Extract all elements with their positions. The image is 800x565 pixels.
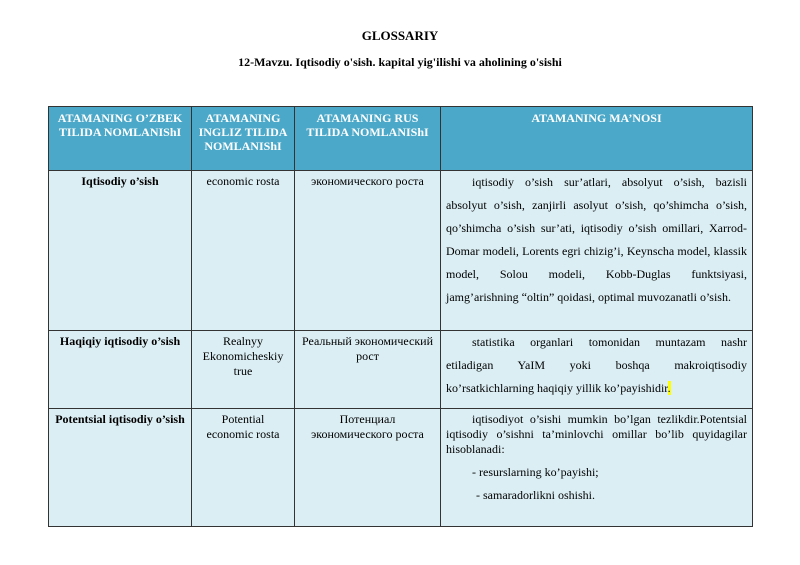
term-english: Potential economic rosta [192,409,295,527]
list-item: - samaradorlikni oshishi. [476,488,595,502]
meaning-text: iqtisodiy o’sish sur’atlari, absolyut o’sish, bazisli absolyut o’sish, zanjirli asolyut o’sish, qo’shimcha o’sish, qo’shimcha o’sish sur’ati, iqtisodiy o’sish omillari, Xarrod-Domar modeli, Lorents egri chizig’i, Keynscha model, klassik model, Solou modeli, Kobb-Duglas funktsiyasi, jamg’arishning “oltin” qoidasi, optimal muvozanatli o’sish. [446,175,747,304]
term-english: economic rosta [192,171,295,331]
term-meaning [441,171,753,331]
term-english: Realnyy Ekonomicheskiy true [192,331,295,409]
term-uzbek: Haqiqiy iqtisodiy o’sish [49,331,192,409]
highlighted-period: . [667,381,671,395]
meaning-text: statistika organlari tomonidan muntazam nashr etiladigan YaIM yoki boshqa makroiqtisodiy ko’rsatkichlarning haqiqiy yillik ko’payishidir [446,335,747,395]
meaning-text: iqtisodiyot o’sishi mumkin bo’lgan tezlikdir.Potentsial iqtisodiy o’sishni ta’minlovchi omillar bo’lib quyidagilar hisoblanadi: [446,412,747,456]
meaning-text-wrap [446,331,747,400]
term-meaning [441,331,753,409]
header-meaning: ATAMANING MA’NOSI [441,107,753,171]
term-russian: Реальный экономический рост [295,331,441,409]
document-subtitle: 12-Mavzu. Iqtisodiy o'sish. kapital yig'ilishi va aholining o'sishi [238,55,562,69]
table-row [49,409,753,527]
table-row [49,171,753,331]
term-meaning [441,409,753,527]
header-uzbek-name: ATAMANING O’ZBEK TILIDA NOMLANIShI [49,107,192,171]
list-item: - resurslarning ko’payishi; [472,465,599,479]
document-title: GLOSSARIY [361,28,439,43]
term-uzbek: Iqtisodiy o’sish [49,171,192,331]
table-header-row [49,107,753,171]
term-uzbek: Potentsial iqtisodiy o’sish [49,409,192,527]
term-russian: Потенциал экономического роста [295,409,441,527]
header-english-name: ATAMANING INGLIZ TILIDA NOMLANIShI [192,107,295,171]
term-russian: экономического роста [295,171,441,331]
table-row [49,331,753,409]
header-russian-name: ATAMANING RUS TILIDA NOMLANIShI [295,107,441,171]
glossary-table [48,106,753,527]
